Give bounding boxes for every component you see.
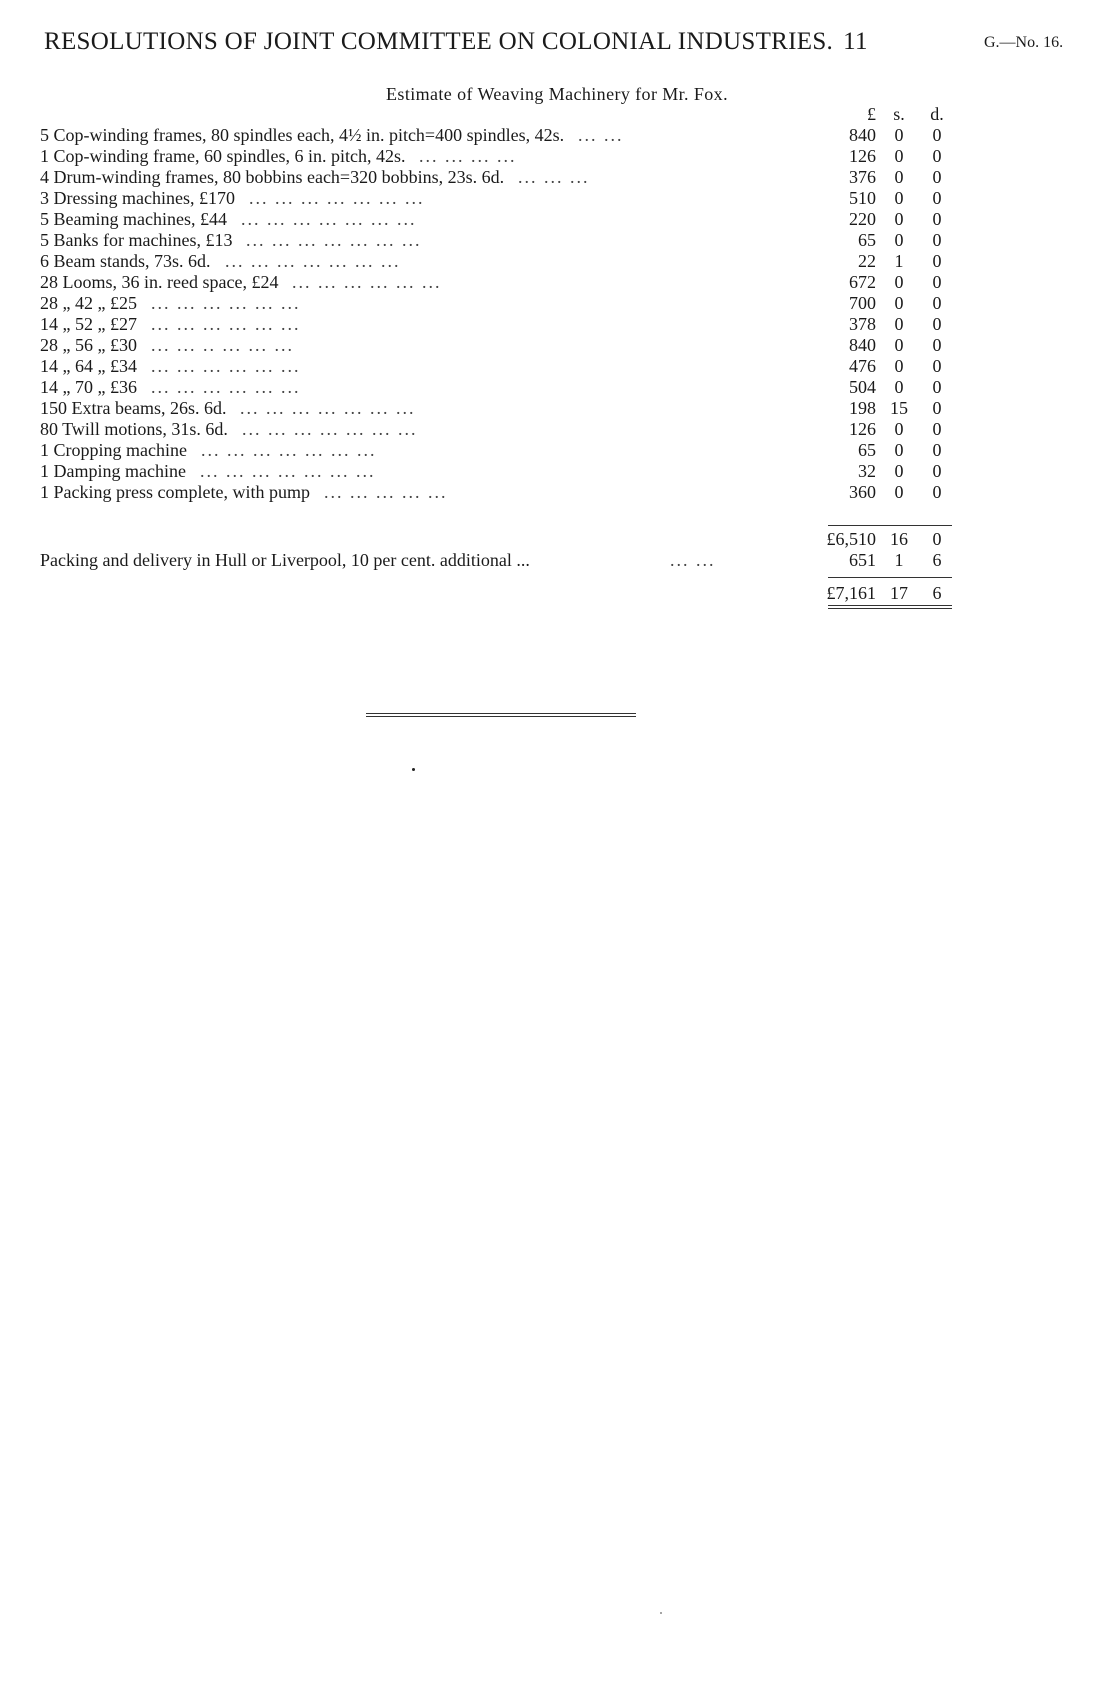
item-description: 3 Dressing machines, £170 xyxy=(40,188,235,208)
item-row xyxy=(40,167,960,188)
item-pounds: 65 xyxy=(858,440,876,460)
pence-column-header: d. xyxy=(930,104,944,124)
item-shillings: 0 xyxy=(894,482,904,502)
spacer xyxy=(40,503,960,523)
item-shillings: 0 xyxy=(894,167,904,187)
column-header-row xyxy=(40,104,960,125)
item-pence: 0 xyxy=(932,293,942,313)
dot-leaders: ... ... ... ... ... ... xyxy=(151,356,301,376)
dot-leaders: ... ... ... ... ... ... xyxy=(151,314,301,334)
item-pounds: 378 xyxy=(849,314,876,334)
item-pence: 0 xyxy=(932,314,942,334)
item-description: 80 Twill motions, 31s. 6d. xyxy=(40,419,228,439)
item-row xyxy=(40,251,960,272)
end-of-section-rule xyxy=(366,713,636,717)
subtotal-shillings: 16 xyxy=(890,529,908,549)
item-row xyxy=(40,461,960,482)
item-pounds: 376 xyxy=(849,167,876,187)
dot-leaders: ... ... ... ... ... xyxy=(324,482,448,502)
item-pounds: 510 xyxy=(849,188,876,208)
dot-leaders: ... ... ... ... ... ... xyxy=(292,272,442,292)
page-number: 11 xyxy=(843,28,868,55)
dot-leaders: ... ... ... ... ... ... ... xyxy=(249,188,425,208)
dot-leaders: ... ... ... ... ... ... xyxy=(151,377,301,397)
subtotal-pounds: £6,510 xyxy=(826,529,876,549)
item-description: 4 Drum-winding frames, 80 bobbins each=320 bobbins, 23s. 6d. xyxy=(40,167,505,187)
item-shillings: 0 xyxy=(894,377,904,397)
subtotal-pence: 0 xyxy=(932,529,942,549)
item-shillings: 0 xyxy=(894,272,904,292)
item-pence: 0 xyxy=(932,356,942,376)
item-description: 1 Packing press complete, with pump xyxy=(40,482,310,502)
item-pence: 0 xyxy=(932,440,942,460)
total-pounds: £7,161 xyxy=(826,583,876,603)
item-pounds: 32 xyxy=(858,461,876,481)
item-shillings: 0 xyxy=(894,440,904,460)
item-description: 28 Looms, 36 in. reed space, £24 xyxy=(40,272,279,292)
subtotal-row xyxy=(40,529,960,550)
item-description: 1 Cropping machine xyxy=(40,440,187,460)
dot-leaders: ... ... ... ... ... ... ... xyxy=(242,419,418,439)
packing-delivery-row xyxy=(40,550,960,571)
item-row xyxy=(40,335,960,356)
item-pence: 0 xyxy=(932,230,942,250)
packing-delivery-description: Packing and delivery in Hull or Liverpool, 10 per cent. additional ... xyxy=(40,550,530,570)
dot-leaders: ... ... xyxy=(578,125,624,145)
item-description: 28 „ 42 „ £25 xyxy=(40,293,137,313)
item-row xyxy=(40,440,960,461)
dot-leaders: ... ... ... ... ... ... ... xyxy=(246,230,422,250)
item-list xyxy=(40,125,960,503)
item-shillings: 0 xyxy=(894,356,904,376)
item-description: 5 Banks for machines, £13 xyxy=(40,230,233,250)
item-row xyxy=(40,314,960,335)
item-pence: 0 xyxy=(932,398,942,418)
estimate-title: Estimate of Weaving Machinery for Mr. Fox. xyxy=(386,84,728,104)
packing-delivery-shillings: 1 xyxy=(894,550,904,570)
item-shillings: 0 xyxy=(894,293,904,313)
item-description: 14 „ 70 „ £36 xyxy=(40,377,137,397)
item-row xyxy=(40,209,960,230)
item-shillings: 0 xyxy=(894,314,904,334)
item-description: 5 Cop-winding frames, 80 spindles each, 4½ in. pitch=400 spindles, 42s. xyxy=(40,125,565,145)
total-double-rule xyxy=(40,604,960,616)
double-rule-line xyxy=(828,605,952,609)
item-pounds: 126 xyxy=(849,146,876,166)
item-pounds: 476 xyxy=(849,356,876,376)
item-pence: 0 xyxy=(932,272,942,292)
item-description: 14 „ 52 „ £27 xyxy=(40,314,137,334)
item-row xyxy=(40,356,960,377)
item-row xyxy=(40,419,960,440)
item-pence: 0 xyxy=(932,167,942,187)
item-pounds: 504 xyxy=(849,377,876,397)
item-row xyxy=(40,146,960,167)
item-pence: 0 xyxy=(932,461,942,481)
item-pounds: 360 xyxy=(849,482,876,502)
item-row xyxy=(40,230,960,251)
item-pence: 0 xyxy=(932,209,942,229)
estimate-table xyxy=(40,104,960,616)
dot-leaders: ... ... ... ... ... ... ... xyxy=(225,251,401,271)
packing-delivery-pounds: 651 xyxy=(849,550,876,570)
item-pounds: 22 xyxy=(858,251,876,271)
item-shillings: 0 xyxy=(894,335,904,355)
dot-leaders: ... ... .. ... ... ... xyxy=(151,335,294,355)
item-shillings: 0 xyxy=(894,461,904,481)
item-description: 6 Beam stands, 73s. 6d. xyxy=(40,251,211,271)
item-row xyxy=(40,188,960,209)
item-pounds: 700 xyxy=(849,293,876,313)
item-shillings: 0 xyxy=(894,209,904,229)
item-pounds: 840 xyxy=(849,335,876,355)
ink-speck xyxy=(660,1612,662,1614)
item-shillings: 0 xyxy=(894,146,904,166)
item-row xyxy=(40,272,960,293)
item-shillings: 15 xyxy=(890,398,908,418)
item-pence: 0 xyxy=(932,419,942,439)
item-pence: 0 xyxy=(932,125,942,145)
item-row xyxy=(40,377,960,398)
item-pounds: 126 xyxy=(849,419,876,439)
item-shillings: 0 xyxy=(894,125,904,145)
item-pounds: 198 xyxy=(849,398,876,418)
item-row xyxy=(40,293,960,314)
ink-speck xyxy=(412,768,415,771)
item-pence: 0 xyxy=(932,188,942,208)
item-row xyxy=(40,482,960,503)
item-shillings: 1 xyxy=(894,251,904,271)
item-description: 14 „ 64 „ £34 xyxy=(40,356,137,376)
rule-line xyxy=(828,525,952,526)
item-pounds: 672 xyxy=(849,272,876,292)
item-pence: 0 xyxy=(932,146,942,166)
total-row xyxy=(40,583,960,604)
dot-leaders: ... ... ... ... xyxy=(419,146,517,166)
item-row xyxy=(40,398,960,419)
total-pence: 6 xyxy=(932,583,942,603)
total-shillings: 17 xyxy=(890,583,908,603)
dot-leaders: ... ... ... ... ... ... ... xyxy=(201,440,377,460)
item-description: 150 Extra beams, 26s. 6d. xyxy=(40,398,227,418)
dot-leaders: ... ... ... ... ... ... ... xyxy=(200,461,376,481)
dot-leaders: ... ... ... ... ... ... ... xyxy=(241,209,417,229)
item-pounds: 840 xyxy=(849,125,876,145)
document-title: RESOLUTIONS OF JOINT COMMITTEE ON COLONIAL INDUSTRIES. xyxy=(44,28,834,55)
item-row xyxy=(40,125,960,146)
item-pounds: 220 xyxy=(849,209,876,229)
dot-leaders: ... ... ... ... ... ... ... xyxy=(240,398,416,418)
pounds-column-header: £ xyxy=(867,104,876,124)
dot-leaders: ... ... ... ... ... ... xyxy=(151,293,301,313)
item-shillings: 0 xyxy=(894,230,904,250)
item-pounds: 65 xyxy=(858,230,876,250)
item-pence: 0 xyxy=(932,251,942,271)
item-pence: 0 xyxy=(932,335,942,355)
running-head xyxy=(0,28,1114,64)
total-rule xyxy=(40,571,960,583)
shillings-column-header: s. xyxy=(893,104,905,124)
item-pence: 0 xyxy=(932,377,942,397)
running-head-title xyxy=(44,28,868,56)
packing-delivery-pence: 6 xyxy=(932,550,942,570)
item-shillings: 0 xyxy=(894,419,904,439)
item-description: 28 „ 56 „ £30 xyxy=(40,335,137,355)
item-description: 1 Damping machine xyxy=(40,461,186,481)
rule-line xyxy=(828,577,952,578)
dot-leaders: ... ... ... xyxy=(518,167,590,187)
paper-reference: G.—No. 16. xyxy=(984,34,1064,51)
item-pence: 0 xyxy=(932,482,942,502)
item-shillings: 0 xyxy=(894,188,904,208)
dot-leaders: ... ... xyxy=(670,550,716,570)
item-description: 1 Cop-winding frame, 60 spindles, 6 in. pitch, 42s. xyxy=(40,146,406,166)
item-description: 5 Beaming machines, £44 xyxy=(40,209,227,229)
